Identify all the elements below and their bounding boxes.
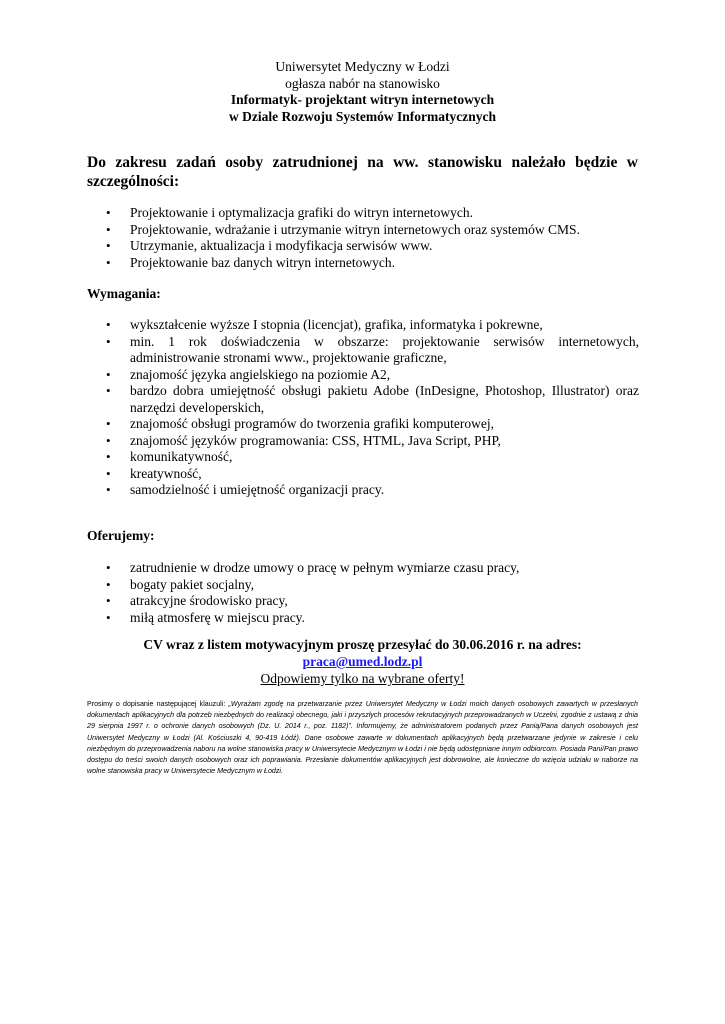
offer-text: bogaty pakiet socjalny, <box>130 576 254 592</box>
requirement-text: wykształcenie wyższe I stopnia (licencjat), grafika, informatyka i pokrewne, <box>130 317 543 332</box>
list-item <box>87 238 639 255</box>
list-item <box>87 560 639 577</box>
list-item <box>87 255 639 272</box>
bullet-icon: • <box>106 560 111 575</box>
department-name: w Dziale Rozwoju Systemów Informatycznych <box>229 108 496 124</box>
requirement-text: znajomość obsługi programów do tworzenia grafiki komputerowej, <box>130 416 495 431</box>
clause-intro: Prosimy o dopisanie następującej klauzuli: <box>87 700 229 708</box>
application-footer <box>0 636 725 687</box>
list-item <box>87 334 639 367</box>
bullet-icon: • <box>106 416 111 431</box>
list-item <box>87 416 639 433</box>
bullet-icon: • <box>106 205 111 220</box>
bullet-icon: • <box>106 482 111 497</box>
task-text: Projektowanie i optymalizacja grafiki do witryn internetowych. <box>130 205 474 220</box>
list-item <box>87 577 639 594</box>
task-text: Projektowanie baz danych witryn internetowych. <box>130 254 396 270</box>
offer-text: miłą atmosferę w miejscu pracy. <box>130 609 305 625</box>
gdpr-clause <box>87 699 638 777</box>
requirement-text: komunikatywność, <box>130 449 233 464</box>
position-title: Informatyk- projektant witryn internetowych <box>230 92 495 107</box>
requirement-text: min. 1 rok doświadczenia w obszarze: projektowanie serwisów internetowych, administrowanie stronami www., projektowanie graficzne, <box>130 333 639 365</box>
task-text: Utrzymanie, aktualizacja i modyfikacja serwisów www. <box>130 238 433 253</box>
bullet-icon: • <box>106 366 111 382</box>
bullet-icon: • <box>106 333 111 349</box>
requirement-text: kreatywność, <box>130 465 202 481</box>
requirement-text: znajomość języków programowania: CSS, HTML, Java Script, PHP, <box>130 432 501 448</box>
tasks-list <box>87 205 639 271</box>
requirement-text: bardzo dobra umiejętność obsługi pakietu Adobe (InDesigne, Photoshop, Illustrator) oraz narzędzi developerskich, <box>130 383 639 415</box>
bullet-icon: • <box>106 238 111 253</box>
requirement-text: samodzielność i umiejętność organizacji pracy. <box>130 482 385 497</box>
list-item <box>87 449 639 466</box>
university-name: Uniwersytet Medyczny w Łodzi <box>275 59 450 74</box>
bullet-icon: • <box>106 576 111 592</box>
bullet-icon: • <box>106 317 111 332</box>
offer-text: zatrudnienie w drodze umowy o pracę w pełnym wymiarze czasu pracy, <box>130 560 520 575</box>
bullet-icon: • <box>106 254 111 270</box>
duties-intro: Do zakresu zadań osoby zatrudnionej na ww. stanowisku należało będzie w szczególności: <box>87 154 638 190</box>
announcement-header <box>0 59 725 125</box>
task-text: Projektowanie, wdrażanie i utrzymanie witryn internetowych oraz systemów CMS. <box>130 221 580 237</box>
email-link[interactable]: praca@umed.lodz.pl <box>302 654 423 669</box>
bullet-icon: • <box>106 593 111 608</box>
bullet-icon: • <box>106 383 111 398</box>
list-item <box>87 610 639 627</box>
clause-text: „Wyrażam zgodę na przetwarzanie przez Uniwersytet Medyczny w Łodzi moich danych osobowych zawartych w przesłanych dokumentach aplikacyjnych dla potrzeb niezbędnych do realizacji obecnego, jaki i przyszłych procesów rekrutacyjnych przeprowadzanych w Uczelni, zgodnie z ustawą z dnia 29 sierpnia 1997 r. o ochronie danych osobowych (Dz. U. 2014 r., poz. 1182)”. Informujemy, że administratorem podanych przez Panią/Pana danych osobowych jest Uniwersytet Medyczny w Łodzi (Al. Kościuszki 4, 90-419 Łódź). Dane osobowe zawarte w dokumentach aplikacyjnych będą przetwarzane jedynie w zakresie i celu niezbędnym do przeprowadzenia naboru na wolne stanowiska pracy w Uniwersytecie Medycznym w Łodzi i nie będą udostępniane innym odbiorcom. Posiada Pani/Pan prawo dostępu do treści swoich danych osobowych oraz ich poprawiania. Przesłanie dokumentów aplikacyjnych jest dobrowolne, ale konieczne do wzięcia udziału w naborze na wolne stanowiska pracy w Uniwersytecie Medycznym w Łodzi. <box>87 700 638 776</box>
bullet-icon: • <box>106 432 111 448</box>
bullet-icon: • <box>106 221 111 237</box>
cv-instructions: CV wraz z listem motywacyjnym proszę przesyłać do 30.06.2016 r. na adres: <box>143 637 582 652</box>
list-item <box>87 222 639 239</box>
list-item <box>87 383 639 416</box>
bullet-icon: • <box>106 449 111 464</box>
offer-text: atrakcyjne środowisko pracy, <box>130 593 288 608</box>
offer-title: Oferujemy: <box>87 528 155 543</box>
list-item <box>87 433 639 450</box>
bullet-icon: • <box>106 609 111 625</box>
list-item <box>87 593 639 610</box>
requirements-list <box>87 317 639 499</box>
list-item <box>87 205 639 222</box>
list-item <box>87 317 639 334</box>
bullet-icon: • <box>106 465 111 481</box>
list-item <box>87 367 639 384</box>
offers-list <box>87 560 639 626</box>
requirement-text: znajomość języka angielskiego na poziomie A2, <box>130 366 391 382</box>
announcement-line: ogłasza nabór na stanowisko <box>285 75 440 91</box>
list-item <box>87 466 639 483</box>
selected-offers-note: Odpowiemy tylko na wybrane oferty! <box>260 671 465 686</box>
list-item <box>87 482 639 499</box>
requirements-title: Wymagania: <box>87 286 161 301</box>
